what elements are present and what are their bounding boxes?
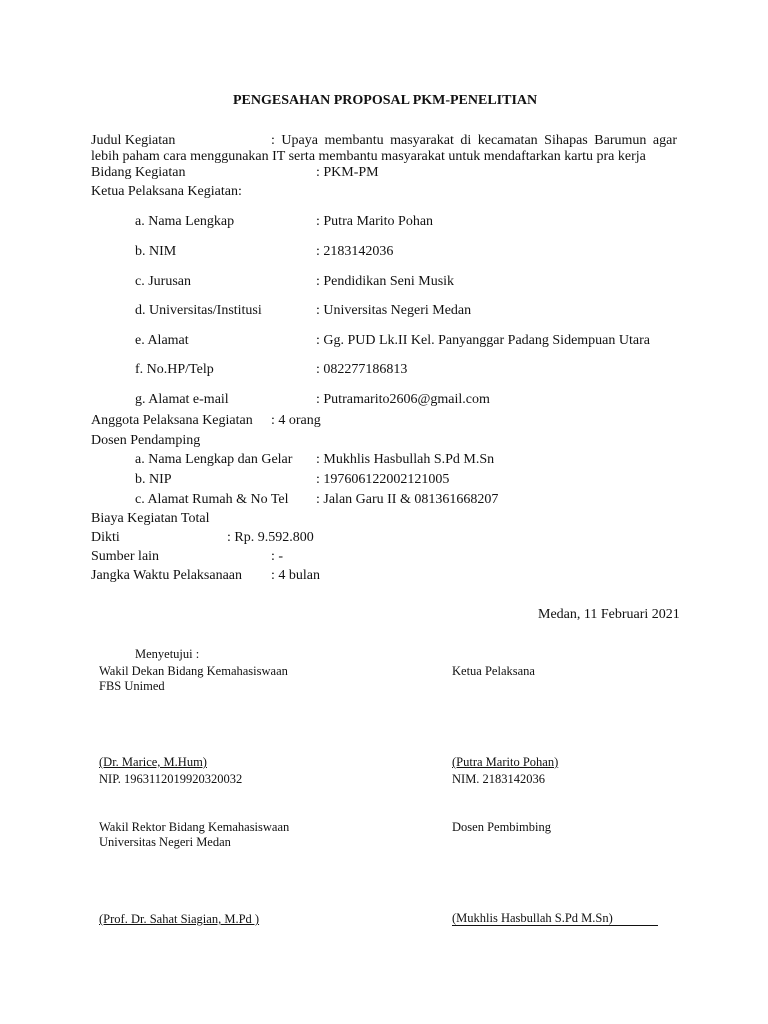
judul-label: Judul Kegiatan bbox=[91, 133, 176, 148]
ketua-universitas-value: : Universitas Negeri Medan bbox=[316, 303, 472, 318]
signer1-unit: FBS Unimed bbox=[99, 679, 165, 693]
dosen-nip-value: : 197606122002121005 bbox=[316, 472, 450, 487]
bidang-value: : PKM-PM bbox=[316, 165, 379, 180]
dosen-nama-label: a. Nama Lengkap dan Gelar bbox=[135, 452, 293, 467]
dosen-alamat-value: : Jalan Garu II & 081361668207 bbox=[316, 492, 499, 507]
place-date: Medan, 11 Februari 2021 bbox=[538, 607, 680, 622]
signer3-role: Wakil Rektor Bidang Kemahasiswaan bbox=[99, 820, 290, 834]
signer1-role: Wakil Dekan Bidang Kemahasiswaan bbox=[99, 664, 288, 678]
signer1-nip: NIP. 1963112019920320032 bbox=[99, 772, 243, 786]
ketua-heading: Ketua Pelaksana Kegiatan: bbox=[91, 184, 242, 199]
bidang-label: Bidang Kegiatan bbox=[91, 165, 186, 180]
menyetujui-label: Menyetujui : bbox=[135, 647, 200, 661]
anggota-label: Anggota Pelaksana Kegiatan bbox=[91, 413, 253, 428]
jangka-value: : 4 bulan bbox=[271, 568, 320, 583]
ketua-nama-value: : Putra Marito Pohan bbox=[316, 214, 434, 229]
judul-value-continued: lebih paham cara menggunakan IT serta membantu masyarakat untuk mendaftarkan kartu pra kerja bbox=[91, 149, 646, 164]
judul-value: : Upaya membantu masyarakat di kecamatan Sihapas Barumun agar bbox=[271, 133, 677, 148]
sumber-value: : - bbox=[271, 549, 284, 564]
dosen-nip-label: b. NIP bbox=[135, 472, 172, 487]
signer4-name-line bbox=[452, 912, 658, 926]
biaya-heading: Biaya Kegiatan Total bbox=[91, 511, 210, 526]
signer3-name: (Prof. Dr. Sahat Siagian, M.Pd ) bbox=[99, 912, 260, 926]
signer2-name: (Putra Marito Pohan) bbox=[452, 755, 559, 769]
signer1-name: (Dr. Marice, M.Hum) bbox=[99, 755, 207, 769]
ketua-telp-value: : 082277186813 bbox=[316, 362, 408, 377]
signer2-nim: NIM. 2183142036 bbox=[452, 772, 546, 786]
dosen-nama-value: : Mukhlis Hasbullah S.Pd M.Sn bbox=[316, 452, 495, 467]
anggota-value: : 4 orang bbox=[271, 413, 321, 428]
ketua-alamat-value: : Gg. PUD Lk.II Kel. Panyanggar Padang Sidempuan Utara bbox=[316, 333, 650, 348]
ketua-jurusan-value: : Pendidikan Seni Musik bbox=[316, 274, 455, 289]
jangka-label: Jangka Waktu Pelaksanaan bbox=[91, 568, 243, 583]
ketua-nim-value: : 2183142036 bbox=[316, 244, 394, 259]
dikti-label: Dikti bbox=[91, 530, 120, 545]
dikti-value: : Rp. 9.592.800 bbox=[227, 530, 314, 545]
ketua-alamat-label: e. Alamat bbox=[135, 333, 189, 348]
dosen-alamat-label: c. Alamat Rumah & No Tel bbox=[135, 492, 289, 507]
ketua-email-label: g. Alamat e-mail bbox=[135, 392, 229, 407]
ketua-telp-label: f. No.HP/Telp bbox=[135, 362, 214, 377]
ketua-jurusan-label: c. Jurusan bbox=[135, 274, 191, 289]
signer4-role: Dosen Pembimbing bbox=[452, 820, 551, 834]
ketua-email-value: : Putramarito2606@gmail.com bbox=[316, 392, 490, 407]
signer2-role: Ketua Pelaksana bbox=[452, 664, 535, 678]
page-title: PENGESAHAN PROPOSAL PKM-PENELITIAN bbox=[233, 93, 538, 108]
signer4-name: (Mukhlis Hasbullah S.Pd M.Sn) bbox=[452, 911, 613, 925]
ketua-nim-label: b. NIM bbox=[135, 244, 177, 259]
ketua-universitas-label: d. Universitas/Institusi bbox=[135, 303, 262, 318]
signer3-unit: Universitas Negeri Medan bbox=[99, 835, 231, 849]
ketua-nama-label: a. Nama Lengkap bbox=[135, 214, 235, 229]
dosen-heading: Dosen Pendamping bbox=[91, 433, 201, 448]
sumber-label: Sumber lain bbox=[91, 549, 160, 564]
